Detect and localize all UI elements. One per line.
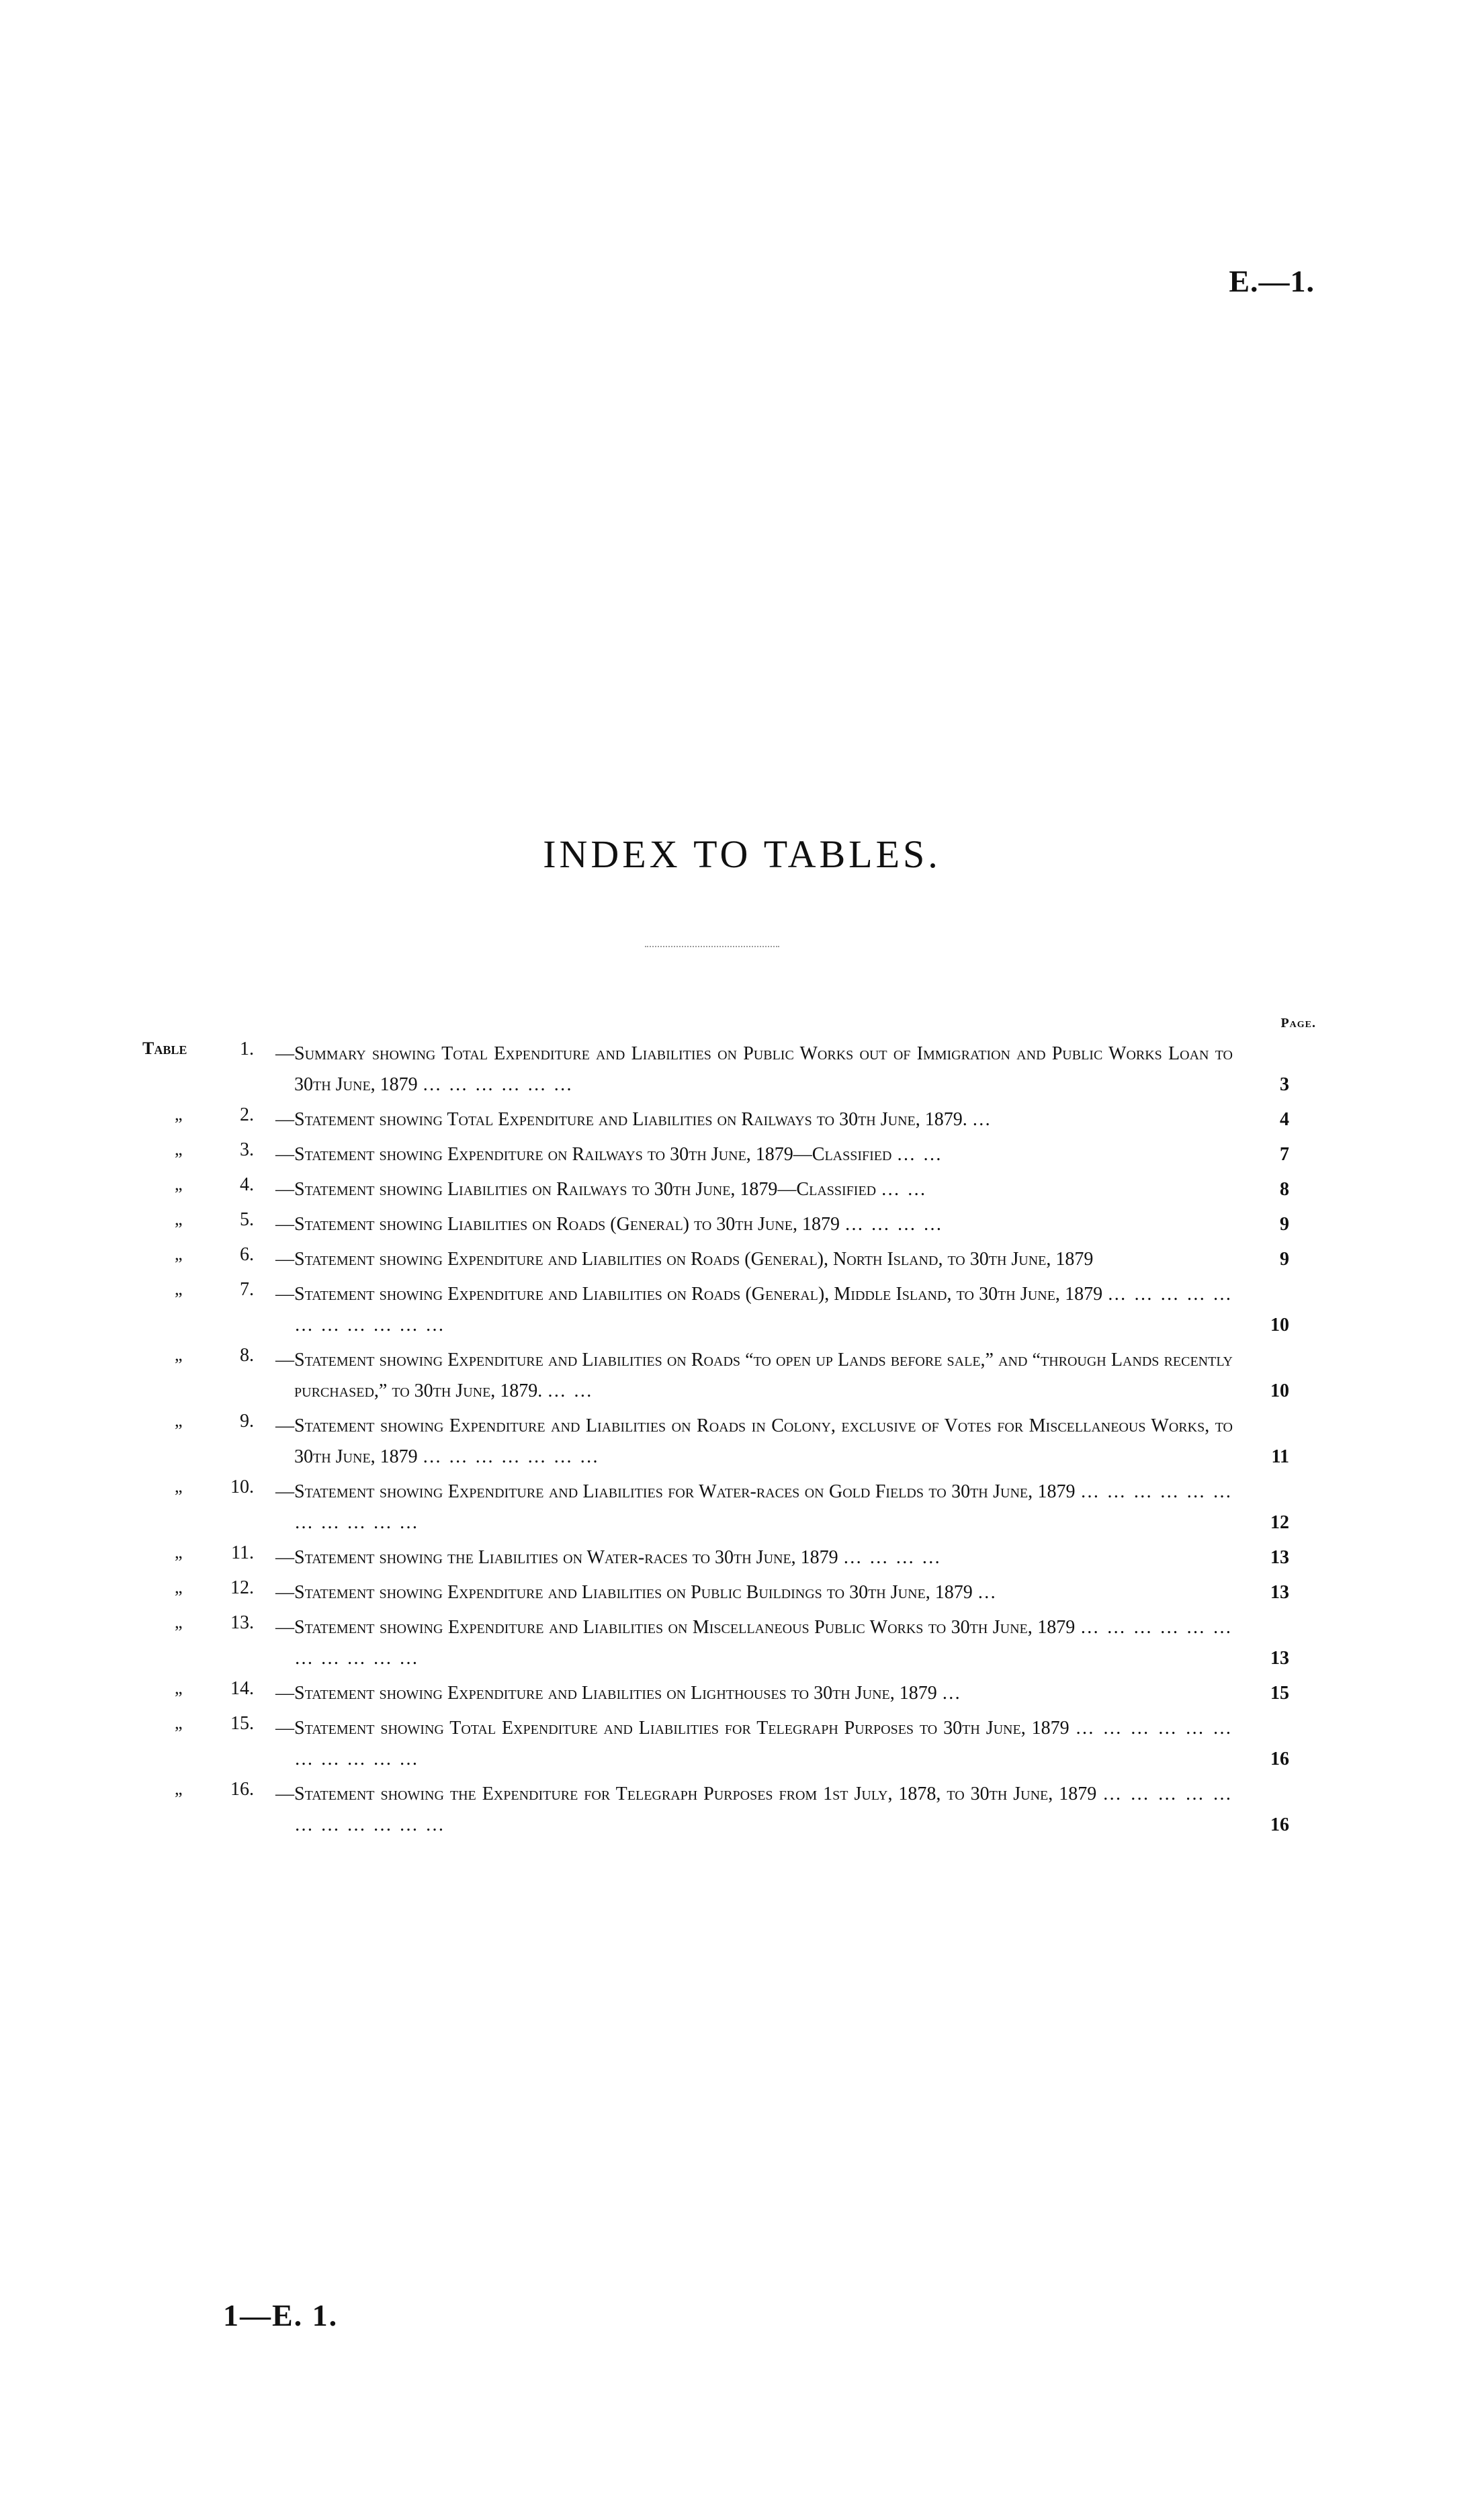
entry-description: —Statement showing the Liabilities on Water-races to 30th June, 1879: [275, 1547, 838, 1568]
entry-page: 4: [1280, 1109, 1289, 1130]
entry-page: 13: [1270, 1648, 1289, 1669]
page-signature: 1—E. 1.: [223, 2298, 339, 2332]
entry-ditto-mark: „: [175, 1139, 183, 1159]
index-entry-3: [142, 1139, 1316, 1170]
entry-ditto-mark: „: [175, 1174, 183, 1194]
entry-number: 4.: [240, 1174, 254, 1195]
index-entry-4: [142, 1174, 1316, 1205]
entry-description: —Statement showing Expenditure on Railways to 30th June, 1879—Classified: [275, 1144, 892, 1165]
entry-number: 2.: [240, 1104, 254, 1125]
leader-dots: … … … …: [844, 1214, 943, 1235]
entry-number: 3.: [240, 1139, 254, 1160]
index-entry-6: [142, 1244, 1316, 1275]
entry-ditto-mark: „: [175, 1713, 183, 1733]
entry-page: 9: [1280, 1249, 1289, 1270]
entry-description: —Statement showing Expenditure and Liabilities on Roads (General), North Island, to 30th June, 1879: [275, 1249, 1094, 1270]
leader-dots: … … … … … … …: [422, 1446, 600, 1467]
index-entry-1: [142, 1039, 1316, 1100]
entry-number: 6.: [240, 1244, 254, 1265]
entry-number: 16.: [230, 1779, 254, 1800]
entry-number: 8.: [240, 1345, 254, 1366]
index-entry-14: [142, 1678, 1316, 1709]
index-entry-15: [142, 1713, 1316, 1775]
entry-ditto-mark: „: [175, 1678, 183, 1698]
entry-page: 12: [1270, 1512, 1289, 1533]
entry-ditto-mark: „: [175, 1577, 183, 1597]
leader-dots: … … … … … … … … … … …: [294, 1718, 1233, 1769]
leader-dots: …: [941, 1683, 962, 1704]
entry-description: —Statement showing Expenditure and Liabilities for Water-races on Gold Fields to 30th June, 1879: [275, 1481, 1076, 1502]
entry-description: —Statement showing Expenditure and Liabilities on Public Buildings to 30th June, 1879: [275, 1582, 973, 1603]
leader-dots: … … … … … … … … … … …: [294, 1481, 1233, 1533]
entry-description: —Statement showing Total Expenditure and Liabilities on Railways to 30th June, 1879.: [275, 1109, 967, 1130]
entry-number: 12.: [230, 1577, 254, 1598]
leader-dots: …: [977, 1582, 998, 1603]
leader-dots: … … … … … … … … … … …: [294, 1284, 1233, 1335]
entry-description: —Statement showing Liabilities on Railways to 30th June, 1879—Classified: [275, 1179, 877, 1200]
leader-dots: … … … … … …: [422, 1074, 574, 1095]
entry-number: 1.: [240, 1039, 254, 1059]
table-index: [142, 1039, 1316, 1845]
entry-description: —Statement showing Liabilities on Roads (General) to 30th June, 1879: [275, 1214, 840, 1235]
page-column-heading: Page.: [1280, 1016, 1316, 1031]
entry-ditto-mark: „: [175, 1411, 183, 1430]
entry-description: —Summary showing Total Expenditure and Liabilities on Public Works out of Immigration and Public Works Loan to 30th June, 1879: [275, 1043, 1233, 1095]
entry-number: 15.: [230, 1713, 254, 1734]
index-entry-8: [142, 1345, 1316, 1407]
page-title: INDEX TO TABLES.: [543, 832, 941, 876]
leader-dots: … … … …: [842, 1547, 942, 1568]
leader-dots: … …: [896, 1144, 943, 1165]
index-entry-12: [142, 1577, 1316, 1608]
index-entry-9: [142, 1411, 1316, 1473]
index-entry-13: [142, 1612, 1316, 1674]
entry-page: 13: [1270, 1582, 1289, 1603]
leader-dots: … …: [547, 1380, 594, 1401]
entry-label: Table: [142, 1039, 187, 1058]
entry-description: —Statement showing Expenditure and Liabilities on Roads (General), Middle Island, to 30th June, 1879: [275, 1284, 1103, 1305]
entry-page: 3: [1280, 1074, 1289, 1095]
entry-page: 16: [1270, 1814, 1289, 1835]
entry-page: 8: [1280, 1179, 1289, 1200]
entry-page: 15: [1270, 1683, 1289, 1704]
entry-number: 11.: [231, 1542, 254, 1563]
index-entry-16: [142, 1779, 1316, 1841]
entry-ditto-mark: „: [175, 1104, 183, 1124]
entry-number: 10.: [230, 1477, 254, 1497]
entry-ditto-mark: „: [175, 1542, 183, 1562]
entry-description: —Statement showing the Expenditure for Telegraph Purposes from 1st July, 1878, to 30th June, 1879: [275, 1784, 1097, 1804]
entry-page: 13: [1270, 1547, 1289, 1568]
entry-page: 10: [1270, 1315, 1289, 1335]
entry-description: —Statement showing Expenditure and Liabilities on Roads “to open up Lands before sale,” and “through Lands recently purchased,” to 30th June, 1879.: [275, 1350, 1233, 1401]
leader-dots: … … … … … … … … … … …: [294, 1784, 1233, 1835]
entry-page: 10: [1270, 1380, 1289, 1401]
leader-dots: …: [971, 1109, 992, 1130]
index-entry-7: [142, 1279, 1316, 1341]
index-entry-11: [142, 1542, 1316, 1573]
entry-ditto-mark: „: [175, 1209, 183, 1229]
entry-ditto-mark: „: [175, 1345, 183, 1364]
index-entry-10: [142, 1477, 1316, 1538]
entry-ditto-mark: „: [175, 1477, 183, 1496]
entry-page: 9: [1280, 1214, 1289, 1235]
entry-description: —Statement showing Expenditure and Liabilities on Lighthouses to 30th June, 1879: [275, 1683, 937, 1704]
entry-page: 16: [1270, 1749, 1289, 1769]
entry-number: 7.: [240, 1279, 254, 1300]
entry-page: 7: [1280, 1144, 1289, 1165]
entry-number: 9.: [240, 1411, 254, 1432]
entry-description: —Statement showing Total Expenditure and Liabilities for Telegraph Purposes to 30th June, 1879: [275, 1718, 1070, 1739]
entry-description: —Statement showing Expenditure and Liabilities on Miscellaneous Public Works to 30th June, 1879: [275, 1617, 1076, 1638]
entry-ditto-mark: „: [175, 1244, 183, 1264]
entry-description: —Statement showing Expenditure and Liabilities on Roads in Colony, exclusive of Votes for Miscellaneous Works, to 30th June, 1879: [275, 1415, 1233, 1467]
entry-ditto-mark: „: [175, 1279, 183, 1299]
leader-dots: … … … … … … … … … … …: [294, 1617, 1233, 1669]
index-entry-5: [142, 1209, 1316, 1240]
entry-number: 14.: [230, 1678, 254, 1699]
index-entry-2: [142, 1104, 1316, 1135]
leader-dots: … …: [881, 1179, 928, 1200]
entry-number: 13.: [230, 1612, 254, 1633]
entry-page: 11: [1271, 1446, 1289, 1467]
entry-ditto-mark: „: [175, 1779, 183, 1798]
title-divider: [645, 946, 779, 947]
entry-number: 5.: [240, 1209, 254, 1230]
document-reference: E.—1.: [1229, 264, 1315, 298]
entry-ditto-mark: „: [175, 1612, 183, 1632]
